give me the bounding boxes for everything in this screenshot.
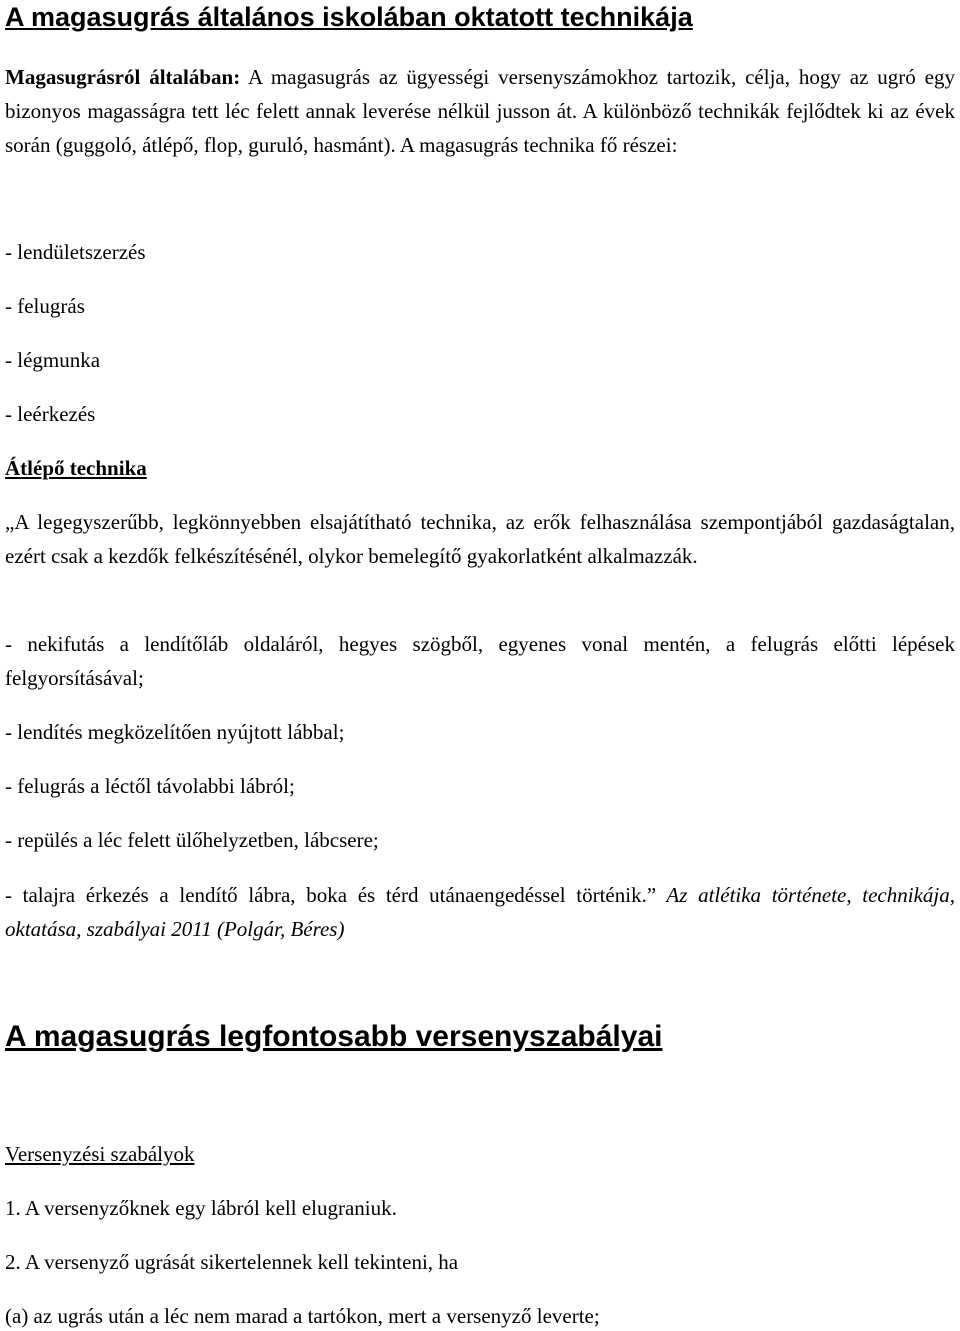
citation: Az atlétika története, technikája, oktatása, szabályai 2011 (Polgár, Béres) [5,883,955,941]
intro-paragraph [5,60,955,162]
rules-subheading: Versenyzési szabályok [5,1142,195,1166]
intro-text: A magasugrás az ügyességi versenyszámokhoz tartozik, célja, hogy az ugró egy bizonyos magasságra tett léc felett annak leverése nélkül jusson át. A különböző technikák fejlődtek ki az évek során (guggoló, átlépő, flop, guruló, hasmánt). [5,65,955,157]
quote-paragraph: „A legegyszerűbb, legkönnyebben elsajátítható technika, az erők felhasználása szempontjából gazdaságtalan, ezért csak a kezdők felkészítésénél, olykor bemelegítő gyakorlatként alkalmazzák. [5,510,955,568]
technique-step: - lendítés megközelítően nyújtott lábbal; [5,720,345,744]
rule-subitem: (a) az ugrás után a léc nem marad a tartókon, mert a versenyző leverte; [5,1304,600,1328]
part-item: - felugrás [5,294,85,318]
intro-lead: Magasugrásról általában: [5,65,241,89]
technique-step-last [5,878,955,946]
rules-heading: A magasugrás legfontosabb versenyszabályai [5,1020,663,1053]
rule-item: 1. A versenyzőknek egy lábról kell elugraniuk. [5,1196,397,1220]
rule-item: 2. A versenyző ugrását sikertelennek kell tekinteni, ha [5,1250,459,1274]
page-title: A magasugrás általános iskolában oktatott technikája [5,2,693,32]
technique-step: - felugrás a léctől távolabbi lábról; [5,774,295,798]
technique-step: - repülés a léc felett ülőhelyzetben, lábcsere; [5,828,379,852]
part-item: - leérkezés [5,402,96,426]
parts-heading: A magasugrás technika fő részei: [395,133,678,157]
part-item: - légmunka [5,348,101,372]
section-heading-atlepo: Átlépő technika [5,456,147,480]
technique-step: - talajra érkezés a lendítő lábra, boka és térd utánaengedéssel történik.” [5,883,657,907]
part-item: - lendületszerzés [5,240,146,264]
technique-step: - nekifutás a lendítőláb oldaláról, hegyes szögből, egyenes vonal mentén, a felugrás előtti lépések felgyorsításával; [5,632,955,690]
